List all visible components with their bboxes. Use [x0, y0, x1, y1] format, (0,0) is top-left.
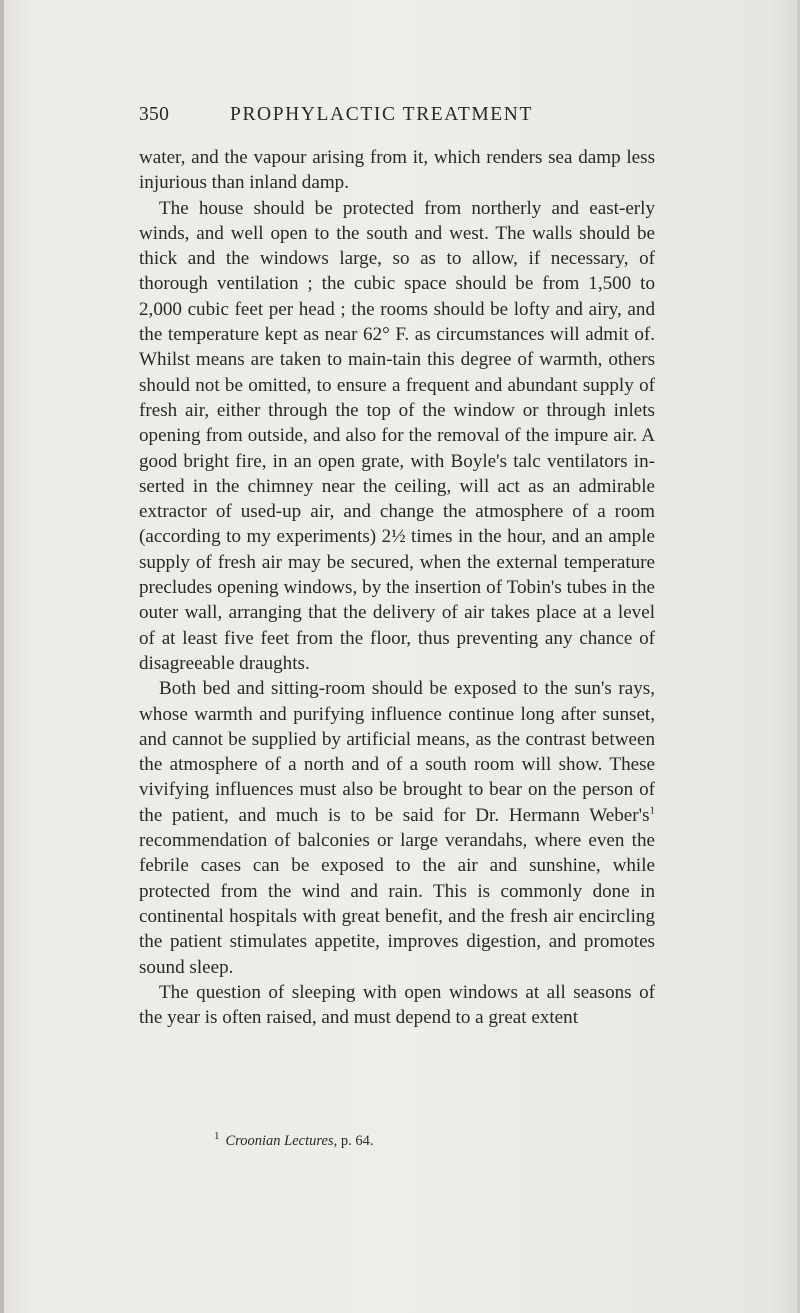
page-header — [139, 104, 571, 130]
paragraph-3-text: Both bed and sitting-room should be exposed to the sun's rays, whose warmth and purifying influence continue long after sunset, and cannot be supplied by artificial means, as the contrast between the atmosphere of a north and of a south room will show. These vivifying influences must also be brought to bear on the person of the patient, and much is to be said for Dr. Hermann Weber's — [139, 678, 655, 826]
footnote-page-ref: , p. 64. — [333, 1133, 374, 1149]
paragraph-3 — [139, 676, 655, 980]
footnote — [214, 1132, 594, 1150]
page-number: 350 — [139, 104, 170, 125]
footnote-reference: 1 — [649, 804, 655, 817]
footnote-mark: 1 — [214, 1130, 220, 1143]
body-text — [139, 145, 655, 1030]
paragraph-3-continuation: recommendation of balconies or large verandahs, where even the febrile cases can be exposed to the air and sunshine, while protected from the wind and rain. This is commonly done in continental hospitals with great benefit, and the fresh air encircling the patient stimulates appetite, improves digestion, and promotes sound sleep. — [139, 830, 655, 978]
page-binding-edge — [0, 0, 4, 1313]
paragraph-4: The question of sleeping with open windows at all seasons of the year is often raised, and must depend to a great extent — [139, 981, 655, 1029]
paragraph-2: The house should be protected from northerly and east-erly winds, and well open to the south and west. The walls should be thick and the windows large, so as to allow, if necessary, of thorough ventilation ; the cubic space should be from 1,500 to 2,000 cubic feet per head ; the rooms should be lofty and airy, and the temperature kept as near 62° F. as circumstances will admit of. Whilst means are taken to main-tain this degree of warmth, others should not be omitted, to ensure a frequent and abundant supply of fresh air, either through the top of the window or through inlets opening from outside, and also for the removal of the impure air. A good bright fire, in an open grate, with Boyle's talc ventilators in-serted in the chimney near the ceiling, will act as an admirable extractor of used-up air, and change the atmosphere of a room (according to my experiments) 2½ times in the hour, and an ample supply of fresh air may be secured, when the external temperature precludes opening windows, by the insertion of Tobin's tubes in the outer wall, arranging that the delivery of air takes place at a level of at least five feet from the floor, thus preventing any chance of disagreeable draughts. — [139, 197, 655, 674]
footnote-title: Croonian Lectures — [225, 1133, 334, 1149]
paragraph-1: water, and the vapour arising from it, which renders sea damp less injurious than inland damp. — [139, 147, 655, 194]
running-head: PROPHYLACTIC TREATMENT — [230, 104, 533, 125]
